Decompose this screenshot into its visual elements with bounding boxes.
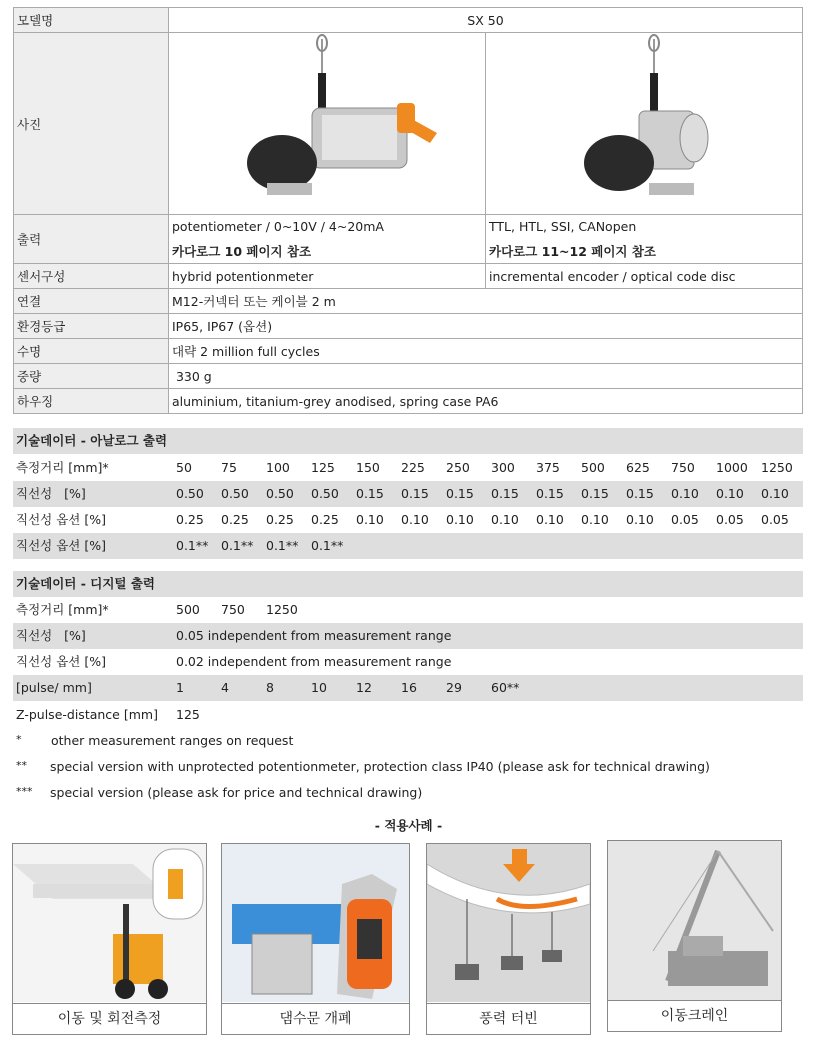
digital-pulse-value: 10 [311,680,327,695]
env-label: 환경등급 [14,314,169,339]
model-label: 모델명 [14,8,169,33]
life-value: 대략 2 million full cycles [169,339,803,364]
footnote-text: other measurement ranges on request [51,733,294,748]
footnote-mark: *** [16,785,33,798]
forklift-image [13,844,206,1002]
analog-value: 0.10 [581,512,609,527]
sensor-digital-image [489,33,799,211]
analog-value: 0.50 [221,486,249,501]
analog-row-label: 직선성 옵션 [%] [16,538,106,553]
digital-pulse-value: 12 [356,680,372,695]
app-caption-1: 이동 및 회전측정 [13,1003,206,1034]
digital-range-label: 측정거리 [mm]* [16,602,109,617]
analog-value: 750 [671,460,695,475]
analog-value: 225 [401,460,425,475]
photo-analog [169,33,486,215]
output-label: 출력 [14,215,169,264]
env-value: IP65, IP67 (옵션) [169,314,803,339]
digital-pulse-label: [pulse/ mm] [16,680,92,695]
analog-value: 0.15 [581,486,609,501]
digital-pulse-value: 16 [401,680,417,695]
app-card-1 [12,843,207,1035]
life-label: 수명 [14,339,169,364]
analog-value: 0.10 [671,486,699,501]
digital-lin-value: 0.05 independent from measurement range [176,628,452,643]
wind-turbine-image [427,844,590,1002]
digital-linopt-value: 0.02 independent from measurement range [176,654,452,669]
analog-value: 0.05 [671,512,699,527]
analog-value: 0.25 [221,512,249,527]
output-analog: potentiometer / 0~10V / 4~20mA [172,218,384,234]
sensor-digital: incremental encoder / optical code disc [486,264,803,289]
output-digital-ref: 카다로그 11~12 페이지 참조 [489,243,656,259]
zpulse-value: 125 [176,707,200,722]
analog-value: 0.10 [626,512,654,527]
zpulse-label: Z-pulse-distance [mm] [16,707,158,722]
output-analog-cell [169,215,486,264]
analog-value: 100 [266,460,290,475]
sensor-analog: hybrid potentionmeter [169,264,486,289]
digital-lin-label: 직선성 [%] [16,628,86,643]
analog-value: 0.15 [401,486,429,501]
analog-value: 0.1** [221,538,254,553]
digital-pulse-value: 60** [491,680,520,695]
applications-title: - 적용사례 - [374,818,443,833]
footnote-mark: * [16,733,22,746]
analog-value: 0.1** [266,538,299,553]
analog-value: 0.10 [491,512,519,527]
analog-value: 500 [581,460,605,475]
analog-value: 0.25 [311,512,339,527]
weight-label: 중량 [14,364,169,389]
analog-value: 0.10 [761,486,789,501]
footnote-text: special version with unprotected potentionmeter, protection class IP40 (please ask for technical drawing) [50,759,710,774]
analog-value: 150 [356,460,380,475]
footnote-text: special version (please ask for price and technical drawing) [50,785,423,800]
app-caption-3: 풍력 터빈 [427,1003,590,1034]
analog-row-label: 직선성 옵션 [%] [16,512,106,527]
analog-value: 1250 [761,460,793,475]
output-digital-cell [486,215,803,264]
digital-linopt-label: 직선성 옵션 [%] [16,654,106,669]
photo-digital [486,33,803,215]
analog-value: 0.10 [446,512,474,527]
analog-value: 300 [491,460,515,475]
digital-range-value: 1250 [266,602,298,617]
analog-value: 0.15 [491,486,519,501]
housing-value: aluminium, titanium-grey anodised, spring case PA6 [169,389,803,414]
digital-title: 기술데이터 - 디지털 출력 [13,571,803,597]
analog-value: 75 [221,460,237,475]
housing-label: 하우징 [14,389,169,414]
analog-value: 0.1** [176,538,209,553]
analog-value: 0.50 [176,486,204,501]
analog-value: 0.05 [761,512,789,527]
mobile-crane-image [608,841,781,1001]
analog-value: 0.25 [266,512,294,527]
analog-value: 0.15 [626,486,654,501]
digital-pulse-value: 29 [446,680,462,695]
analog-value: 0.05 [716,512,744,527]
digital-pulse-value: 1 [176,680,184,695]
spec-table [13,7,803,414]
analog-value: 125 [311,460,335,475]
analog-row-label: 측정거리 [mm]* [16,460,109,475]
analog-value: 0.10 [536,512,564,527]
sensor-analog-image [172,33,482,211]
analog-value: 625 [626,460,650,475]
app-card-2 [221,843,410,1035]
app-card-3 [426,843,591,1035]
connection-value: M12-커넥터 또는 케이블 2 m [169,289,803,314]
output-analog-ref: 카다로그 10 페이지 참조 [172,243,312,259]
app-caption-2: 댐수문 개폐 [222,1003,409,1034]
analog-value: 1000 [716,460,748,475]
analog-value: 50 [176,460,192,475]
photo-label: 사진 [14,33,169,215]
digital-pulse-value: 8 [266,680,274,695]
weight-value: 330 g [169,364,803,389]
analog-value: 250 [446,460,470,475]
app-card-4 [607,840,782,1032]
analog-value: 0.50 [311,486,339,501]
analog-row-bg [13,533,803,559]
analog-value: 0.50 [266,486,294,501]
analog-value: 0.15 [536,486,564,501]
app-caption-4: 이동크레인 [608,1000,781,1031]
connection-label: 연결 [14,289,169,314]
analog-value: 0.10 [401,512,429,527]
dam-gate-image [222,844,409,1002]
digital-range-value: 750 [221,602,245,617]
analog-value: 0.10 [356,512,384,527]
analog-value: 0.15 [356,486,384,501]
analog-row-label: 직선성 [%] [16,486,86,501]
analog-value: 0.1** [311,538,344,553]
analog-value: 375 [536,460,560,475]
analog-value: 0.25 [176,512,204,527]
digital-pulse-value: 4 [221,680,229,695]
analog-value: 0.10 [716,486,744,501]
output-digital: TTL, HTL, SSI, CANopen [489,218,637,234]
model-value: SX 50 [169,8,803,33]
footnote-mark: ** [16,759,27,772]
analog-value: 0.15 [446,486,474,501]
analog-title: 기술데이터 - 아날로그 출력 [13,428,803,454]
digital-range-value: 500 [176,602,200,617]
sensor-label: 센서구성 [14,264,169,289]
